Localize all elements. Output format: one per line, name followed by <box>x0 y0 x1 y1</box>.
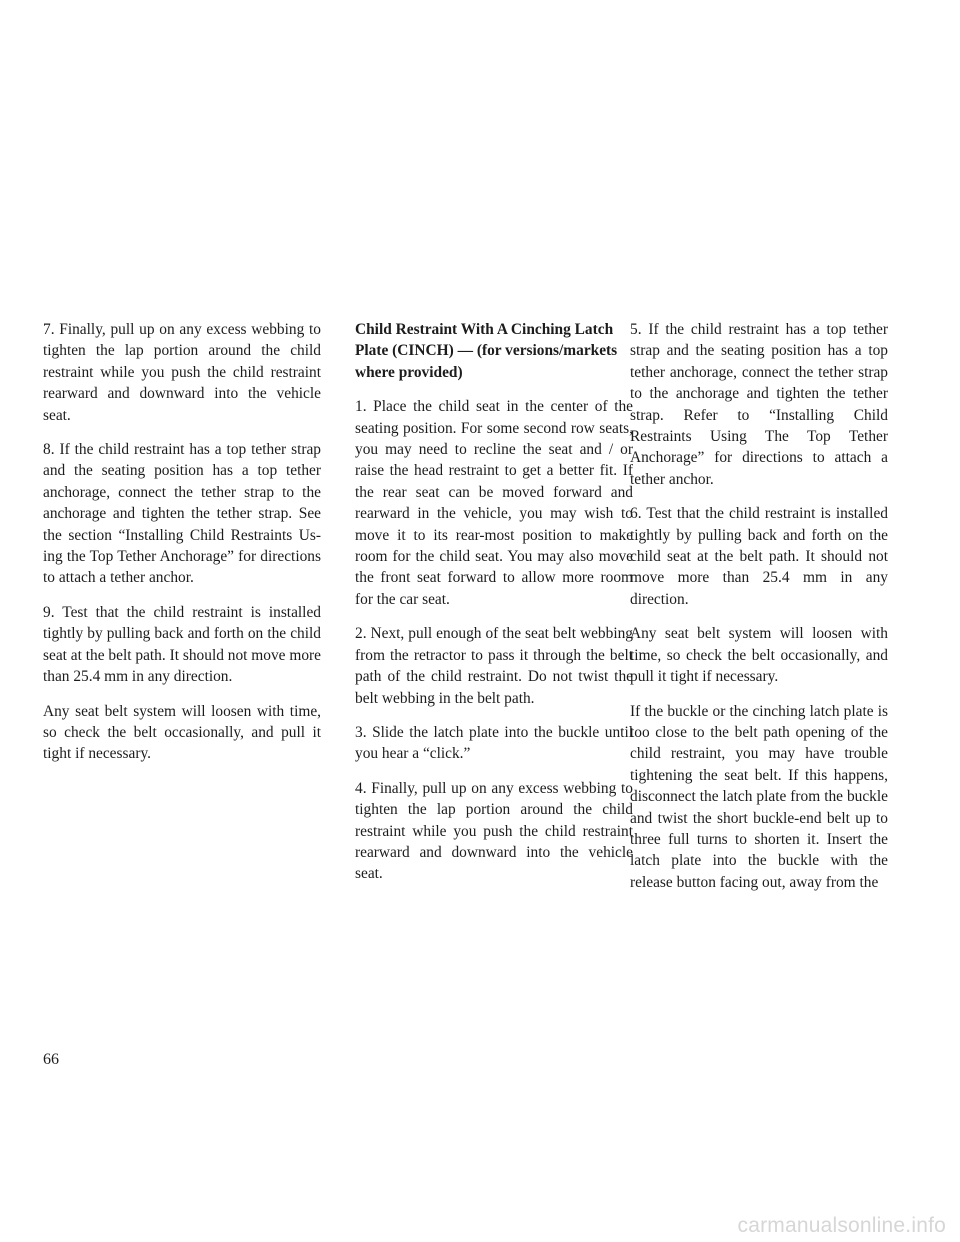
text-column-left <box>43 319 321 778</box>
step-1-paragraph: 1. Place the child seat in the center of the seating position. For some second row seats, you may need to recline the seat and / or raise the head restraint to get a better fit. If the rear seat can be moved forward and rearward in the vehicle, you may wish to move it to its rear-most position to make room for the child seat. You may also move the front seat forward to allow more room for the car seat. <box>355 398 633 608</box>
step-2-paragraph: 2. Next, pull enough of the seat belt webbing from the retractor to pass it through the belt path of the child restraint. Do not twist the belt webbing in the belt path. <box>355 625 633 707</box>
section-heading: Child Restraint With A Cinching Latch Plate (CINCH) — (for versions/markets where provided) <box>355 321 618 381</box>
step-4-paragraph: 4. Finally, pull up on any excess webbing to tighten the lap portion around the child restraint while you push the child restraint rearward and downward into the vehicle seat. <box>355 779 633 883</box>
watermark: carmanualsonline.info <box>737 1214 946 1237</box>
text-column-right <box>630 319 888 906</box>
step-9-paragraph: 9. Test that the child restraint is installed tightly by pulling back and forth on the child seat at the belt path. It should not move more than 25.4 mm in any direction. <box>43 603 321 686</box>
step-7-paragraph: 7. Finally, pull up on any excess webbing to tighten the lap portion around the child restraint while you push the child restraint rearward and downward into the vehicle seat. <box>43 321 321 424</box>
step-5-paragraph: 5. If the child restraint has a top tether strap and the seating position has a top tether anchorage, connect the tether strap to the anchorage and tighten the tether strap. Refer to “Installing Child Restraints Using The Top Tether Anchorage” for directions to attach a tether anchor. <box>630 321 888 488</box>
page-number: 66 <box>43 1051 59 1068</box>
step-3-paragraph: 3. Slide the latch plate into the buckle until you hear a “click.” <box>355 723 633 763</box>
belt-loosen-note-2: Any seat belt system will loosen with time, so check the belt occasionally, and pull it tight if necessary. <box>630 625 888 686</box>
belt-loosen-note: Any seat belt system will loosen with time, so check the belt occasionally, and pull it tight if necessary. <box>43 702 321 763</box>
buckle-too-close-paragraph: If the buckle or the cinching latch plate is too close to the belt path opening of the child restraint, you may have trouble tightening the seat belt. If this happens, disconnect the latch plate from the buckle and twist the short buckle-end belt up to three full turns to shorten it. Insert the latch plate into the buckle with the release button facing out, away from the <box>630 702 888 891</box>
step-6-paragraph: 6. Test that the child restraint is installed tightly by pulling back and forth on the child seat at the belt path. It should not move more than 25.4 mm in any direction. <box>630 505 888 608</box>
step-8-paragraph: 8. If the child restraint has a top tether strap and the seating position has a top tether anchorage, connect the tether strap to the anchorage and tighten the tether strap. See the section “Installing Child Restraints Using the Top Tether Anchorage” for directions to attach a tether anchor. <box>43 441 321 587</box>
text-column-middle <box>355 319 633 898</box>
